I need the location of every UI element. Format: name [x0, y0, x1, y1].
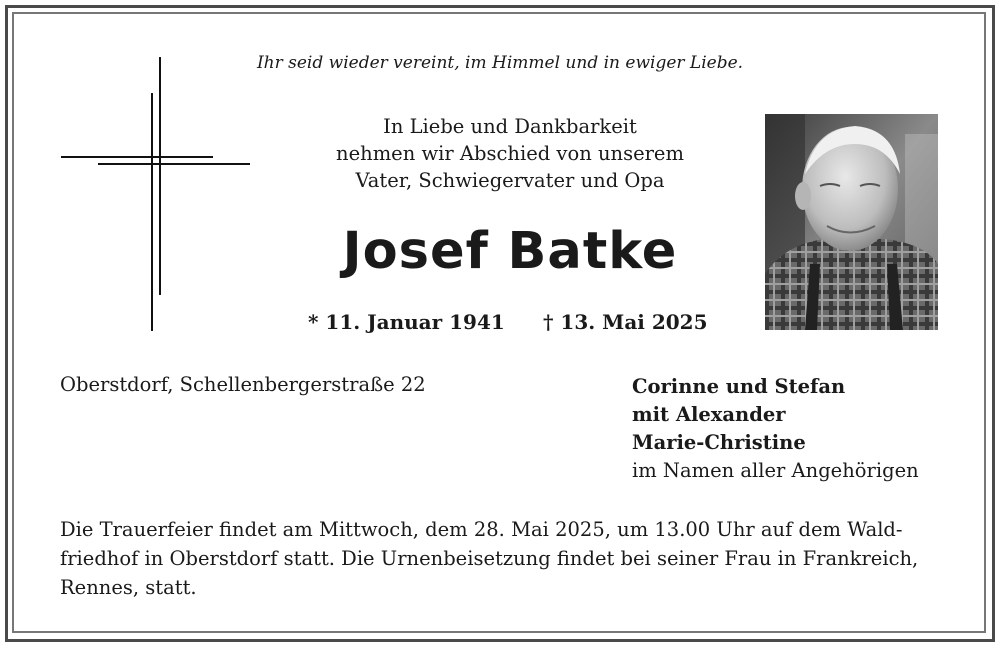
death-date: † 13. Mai 2025: [543, 310, 708, 334]
family-line: Marie-Christine: [632, 431, 806, 454]
deceased-name: Josef Batke: [342, 222, 678, 281]
intro-line: Vater, Schwiegervater und Opa: [355, 169, 665, 192]
family-block: [632, 373, 919, 485]
ceremony-text: [60, 515, 950, 602]
portrait-photo: [765, 114, 938, 330]
cross-icon: [55, 50, 255, 335]
intro-line: nehmen wir Abschied von unserem: [336, 142, 684, 165]
ceremony-line: friedhof in Oberstdorf statt. Die Urnenbeisetzung findet bei seiner Frau in Frankreich,: [60, 547, 919, 570]
motto: Ihr seid wieder vereint, im Himmel und in ewiger Liebe.: [256, 53, 744, 73]
intro-line: In Liebe und Dankbarkeit: [383, 115, 637, 138]
intro-text: [260, 113, 760, 194]
birth-date: * 11. Januar 1941: [308, 310, 505, 334]
ceremony-line: Rennes, statt.: [60, 576, 197, 599]
address: Oberstdorf, Schellenbergerstraße 22: [60, 373, 426, 396]
family-line: mit Alexander: [632, 403, 786, 426]
ceremony-line: Die Trauerfeier findet am Mittwoch, dem 28. Mai 2025, um 13.00 Uhr auf dem Wald-: [60, 518, 903, 541]
family-line: Corinne und Stefan: [632, 375, 846, 398]
family-line: im Namen aller Angehörigen: [632, 459, 919, 482]
